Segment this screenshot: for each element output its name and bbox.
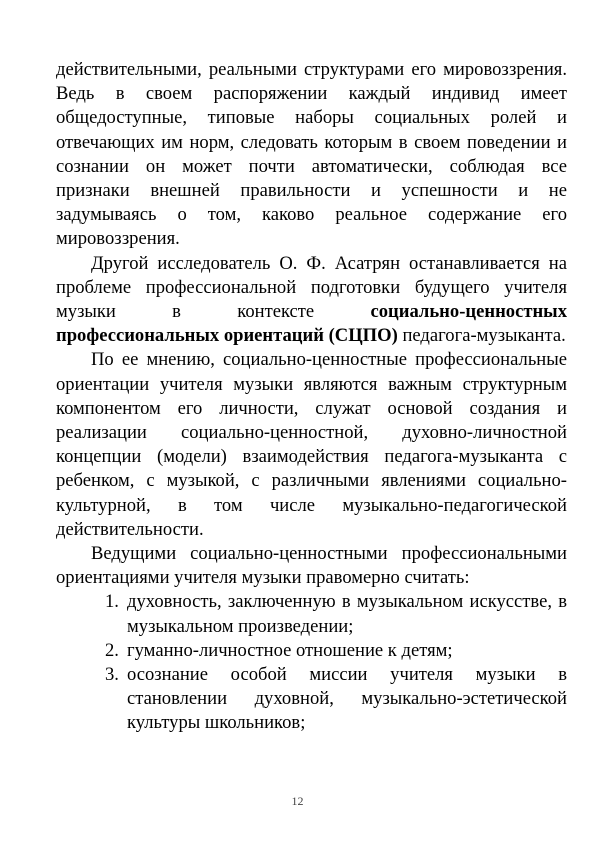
paragraph-2-text-end: педагога-музыканта.: [397, 325, 566, 347]
paragraph-2: [56, 252, 567, 349]
list-item: [56, 590, 567, 638]
paragraph-1: действительными, реальными структурами его мировоззрения. Ведь в своем распоряжении каждый индивид имеет общедоступные, типовые наборы социальных ролей и отвечающих им норм, следовать которым в своем поведении и сознании он может почти автоматически, соблюдая все признаки внешней правильности и успешности и не задумываясь о том, каково реальное содержание его мировоззрения.: [56, 59, 567, 250]
document-body: [56, 58, 567, 736]
list-item-number: 2.: [105, 639, 119, 661]
list-item-number: 1.: [105, 591, 119, 613]
list-item-text: гуманно-личностное отношение к детям;: [127, 639, 453, 661]
paragraph-2-bold-term: социально-ценностных профессиональных ориентаций (СЦПО): [56, 301, 567, 347]
list-item-text: духовность, заключенную в музыкальном искусстве, в музыкальном произведении;: [127, 591, 567, 637]
page-number: 12: [291, 794, 304, 808]
numbered-list: [56, 590, 567, 735]
paragraph-2-text-start: Другой исследователь О. Ф. Асатрян останавливается на проблеме профессиональной подготовки будущего учителя музыки в контексте: [56, 252, 567, 323]
paragraph-4: Ведущими социально-ценностными профессиональными ориентациями учителя музыки правомерно считать:: [56, 543, 567, 589]
list-item-number: 3.: [105, 664, 119, 686]
paragraph-3: По ее мнению, социально-ценностные профессиональные ориентации учителя музыки являются важным структурным компонентом его личности, служат основой создания и реализации социально-ценностной, духовно-личностной концепции (модели) взаимодействия педагога-музыканта с ребенком, с музыкой, с различными явлениями социально-культурной, в том числе музыкально-педагогической действительности.: [56, 349, 567, 540]
list-item: [56, 663, 567, 736]
list-item-text: осознание особой миссии учителя музыки в становлении духовной, музыкально-эстетической культуры школьников;: [127, 664, 567, 734]
list-item: [56, 639, 567, 663]
